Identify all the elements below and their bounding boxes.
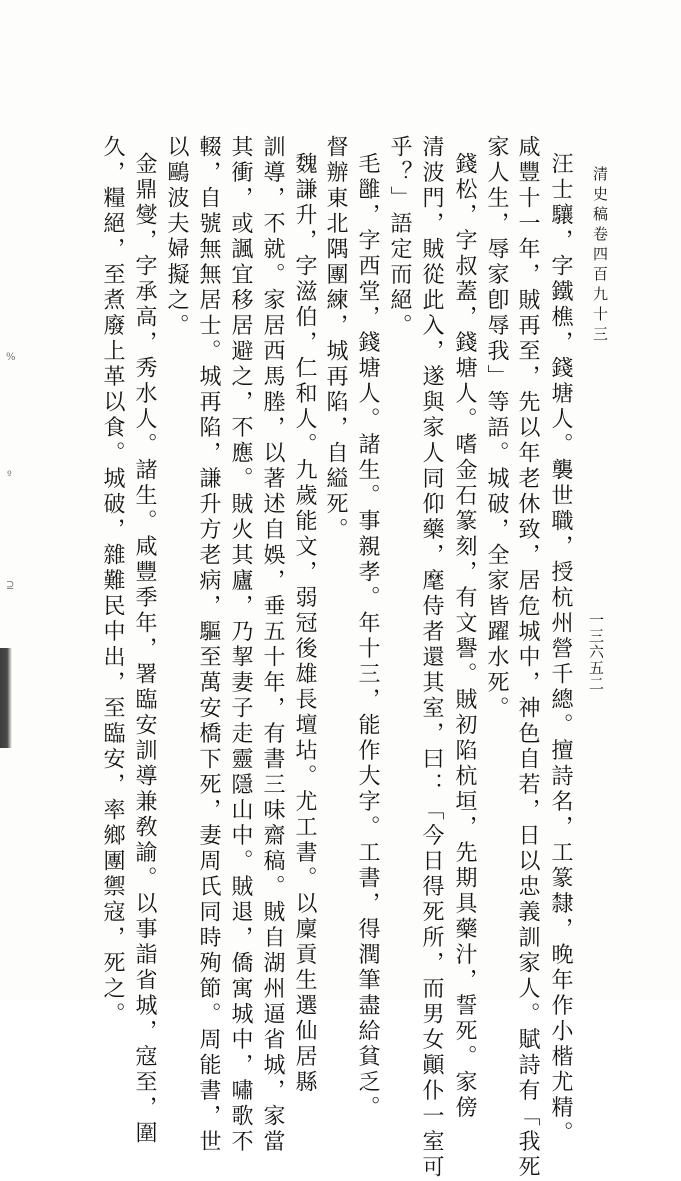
page-edge-shadow: [0, 648, 12, 748]
margin-mark-1: %: [6, 352, 16, 363]
text-column-14: 金鼎燮，字承高，秀水人。諸生。咸豐季年，署臨安訓導兼敎諭。以事詣省城，寇至，圍: [132, 152, 157, 1147]
page-number: 一三六五二: [587, 612, 605, 692]
text-column-7: 毛雝，字西堂，錢塘人。諸生。事親孝。年十三，能作大字。工書，得潤筆盡給貧乏。: [355, 152, 380, 1121]
margin-mark-2: º: [7, 470, 12, 481]
text-column-8: 督辦東北隅團練，城再陷，自縊死。: [323, 135, 348, 543]
text-column-12: 輟，自號無無居士。城再陷，謙升方老病，驅至萬安橋下死，妻周氏同時殉節。周能書，世: [196, 135, 221, 1155]
margin-mark-3: ⊇: [6, 580, 15, 591]
text-column-13: 以鷗波夫婦擬之。: [164, 135, 189, 339]
book-title-header: 清史稿卷四百九十三: [591, 166, 609, 346]
text-column-10: 訓導，不就。家居西馬塍，以著述自娛，垂五十年，有書三味齋稿。賊自湖州逼省城，家當: [260, 135, 285, 1155]
text-column-3: 家人生，辱家卽辱我」等語。城破，全家皆躍水死。: [484, 135, 509, 722]
text-column-4: 錢松，字叔蓋，錢塘人。嗜金石篆刻，有文譽。賊初陷杭垣，先期具藥汁，誓死。家傍: [452, 152, 477, 1121]
text-column-11: 其衝，或諷宜移居避之，不應。賊火其廬，乃挈妻子走靈隱山中。賊退，僑寓城中，嘯歌不: [228, 135, 253, 1155]
text-column-6: 乎？」語定而絕。: [387, 135, 412, 339]
text-column-9: 魏謙升，字滋伯，仁和人。九歲能文，弱冠後雄長壇坫。尤工書。以廩貢生選仙居縣: [292, 152, 317, 1096]
text-column-5: 清波門，賊從此入，遂與家人同仰藥，麾侍者還其室，曰：「今日得死所，而男女顚仆一室可: [419, 135, 444, 1181]
text-column-15: 久，糧絕，至煮廢上革以食。城破，雜難民中出，至臨安，率鄉團禦寇，死之。: [100, 135, 125, 1028]
text-column-2: 咸豐十一年，賊再至，先以年老休致，居危城中，神色自若，日以忠義訓家人。賦詩有「我死: [515, 135, 540, 1181]
text-column-1: 汪士驤，字鐵樵，錢塘人。襲世職，授杭州營千總。擅詩名，工篆隸，晚年作小楷尤精。: [548, 152, 573, 1147]
